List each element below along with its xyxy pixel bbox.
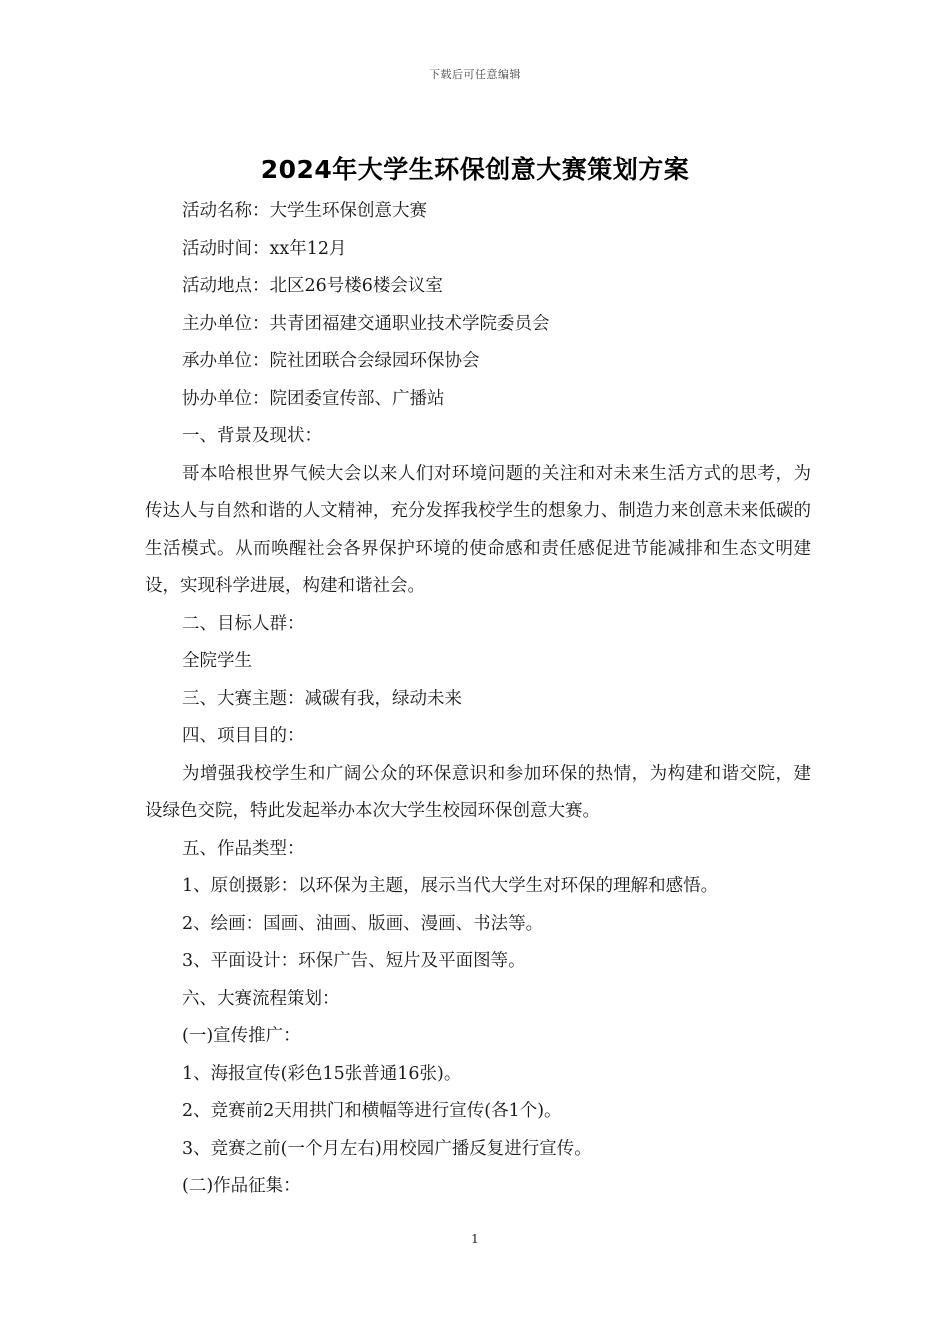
section-heading: 五、作品类型： xyxy=(182,838,305,859)
paragraph: 为增强我校学生和广阔公众的环保意识和参加环保的热情，为构建和谐交院，建设绿色交院，特此发起举办本次大学生校园环保创意大赛。 xyxy=(145,763,811,821)
section-heading: 四、项目目的： xyxy=(182,726,305,746)
list-item: 3、竞赛之前(一个月左右)用校园广播反复进行宣传。 xyxy=(182,1138,592,1159)
document-body xyxy=(145,193,811,1206)
paragraph: 活动时间：xx年12月 xyxy=(182,238,347,259)
list-item: 1、海报宣传(彩色15张普通16张)。 xyxy=(182,1063,462,1084)
paragraph: 全院学生 xyxy=(182,651,252,671)
page-number: 1 xyxy=(471,1232,479,1246)
list-item: 3、平面设计：环保广告、短片及平面图等。 xyxy=(182,951,526,971)
section-heading: 一、背景及现状： xyxy=(182,426,322,446)
page-header-note: 下载后可任意编辑 xyxy=(429,68,521,81)
paragraph: 协办单位：院团委宣传部、广播站 xyxy=(182,388,445,409)
paragraph: 承办单位：院社团联合会绿园环保协会 xyxy=(182,351,480,371)
paragraph: 活动地点：北区26号楼6楼会议室 xyxy=(182,276,443,296)
list-item: 2、绘画：国画、油画、版画、漫画、书法等。 xyxy=(182,913,544,934)
document-title: 2024年大学生环保创意大赛策划方案 xyxy=(260,155,690,184)
section-heading: 六、大赛流程策划： xyxy=(182,988,340,1009)
section-heading: 二、目标人群： xyxy=(182,613,305,634)
list-item: 2、竞赛前2天用拱门和横幅等进行宣传(各1个)。 xyxy=(182,1101,562,1121)
paragraph: 活动名称：大学生环保创意大赛 xyxy=(182,201,427,221)
paragraph: 哥本哈根世界气候大会以来人们对环境问题的关注和对未来生活方式的思考，为传达人与自然和谐的人文精神，充分发挥我校学生的想象力、制造力来创意未来低碳的生活模式。从而唤醒社会各界保护环境的使命感和责任感促进节能减排和生态文明建设，实现科学进展，构建和谐社会。 xyxy=(145,463,811,596)
list-item: 1、原创摄影：以环保为主题，展示当代大学生对环保的理解和感悟。 xyxy=(182,876,719,896)
subsection-heading: (二)作品征集： xyxy=(182,1176,301,1196)
paragraph: 主办单位：共青团福建交通职业技术学院委员会 xyxy=(182,313,550,334)
section-heading: 三、大赛主题：减碳有我，绿动未来 xyxy=(182,688,462,709)
subsection-heading: (一)宣传推广： xyxy=(182,1026,301,1046)
